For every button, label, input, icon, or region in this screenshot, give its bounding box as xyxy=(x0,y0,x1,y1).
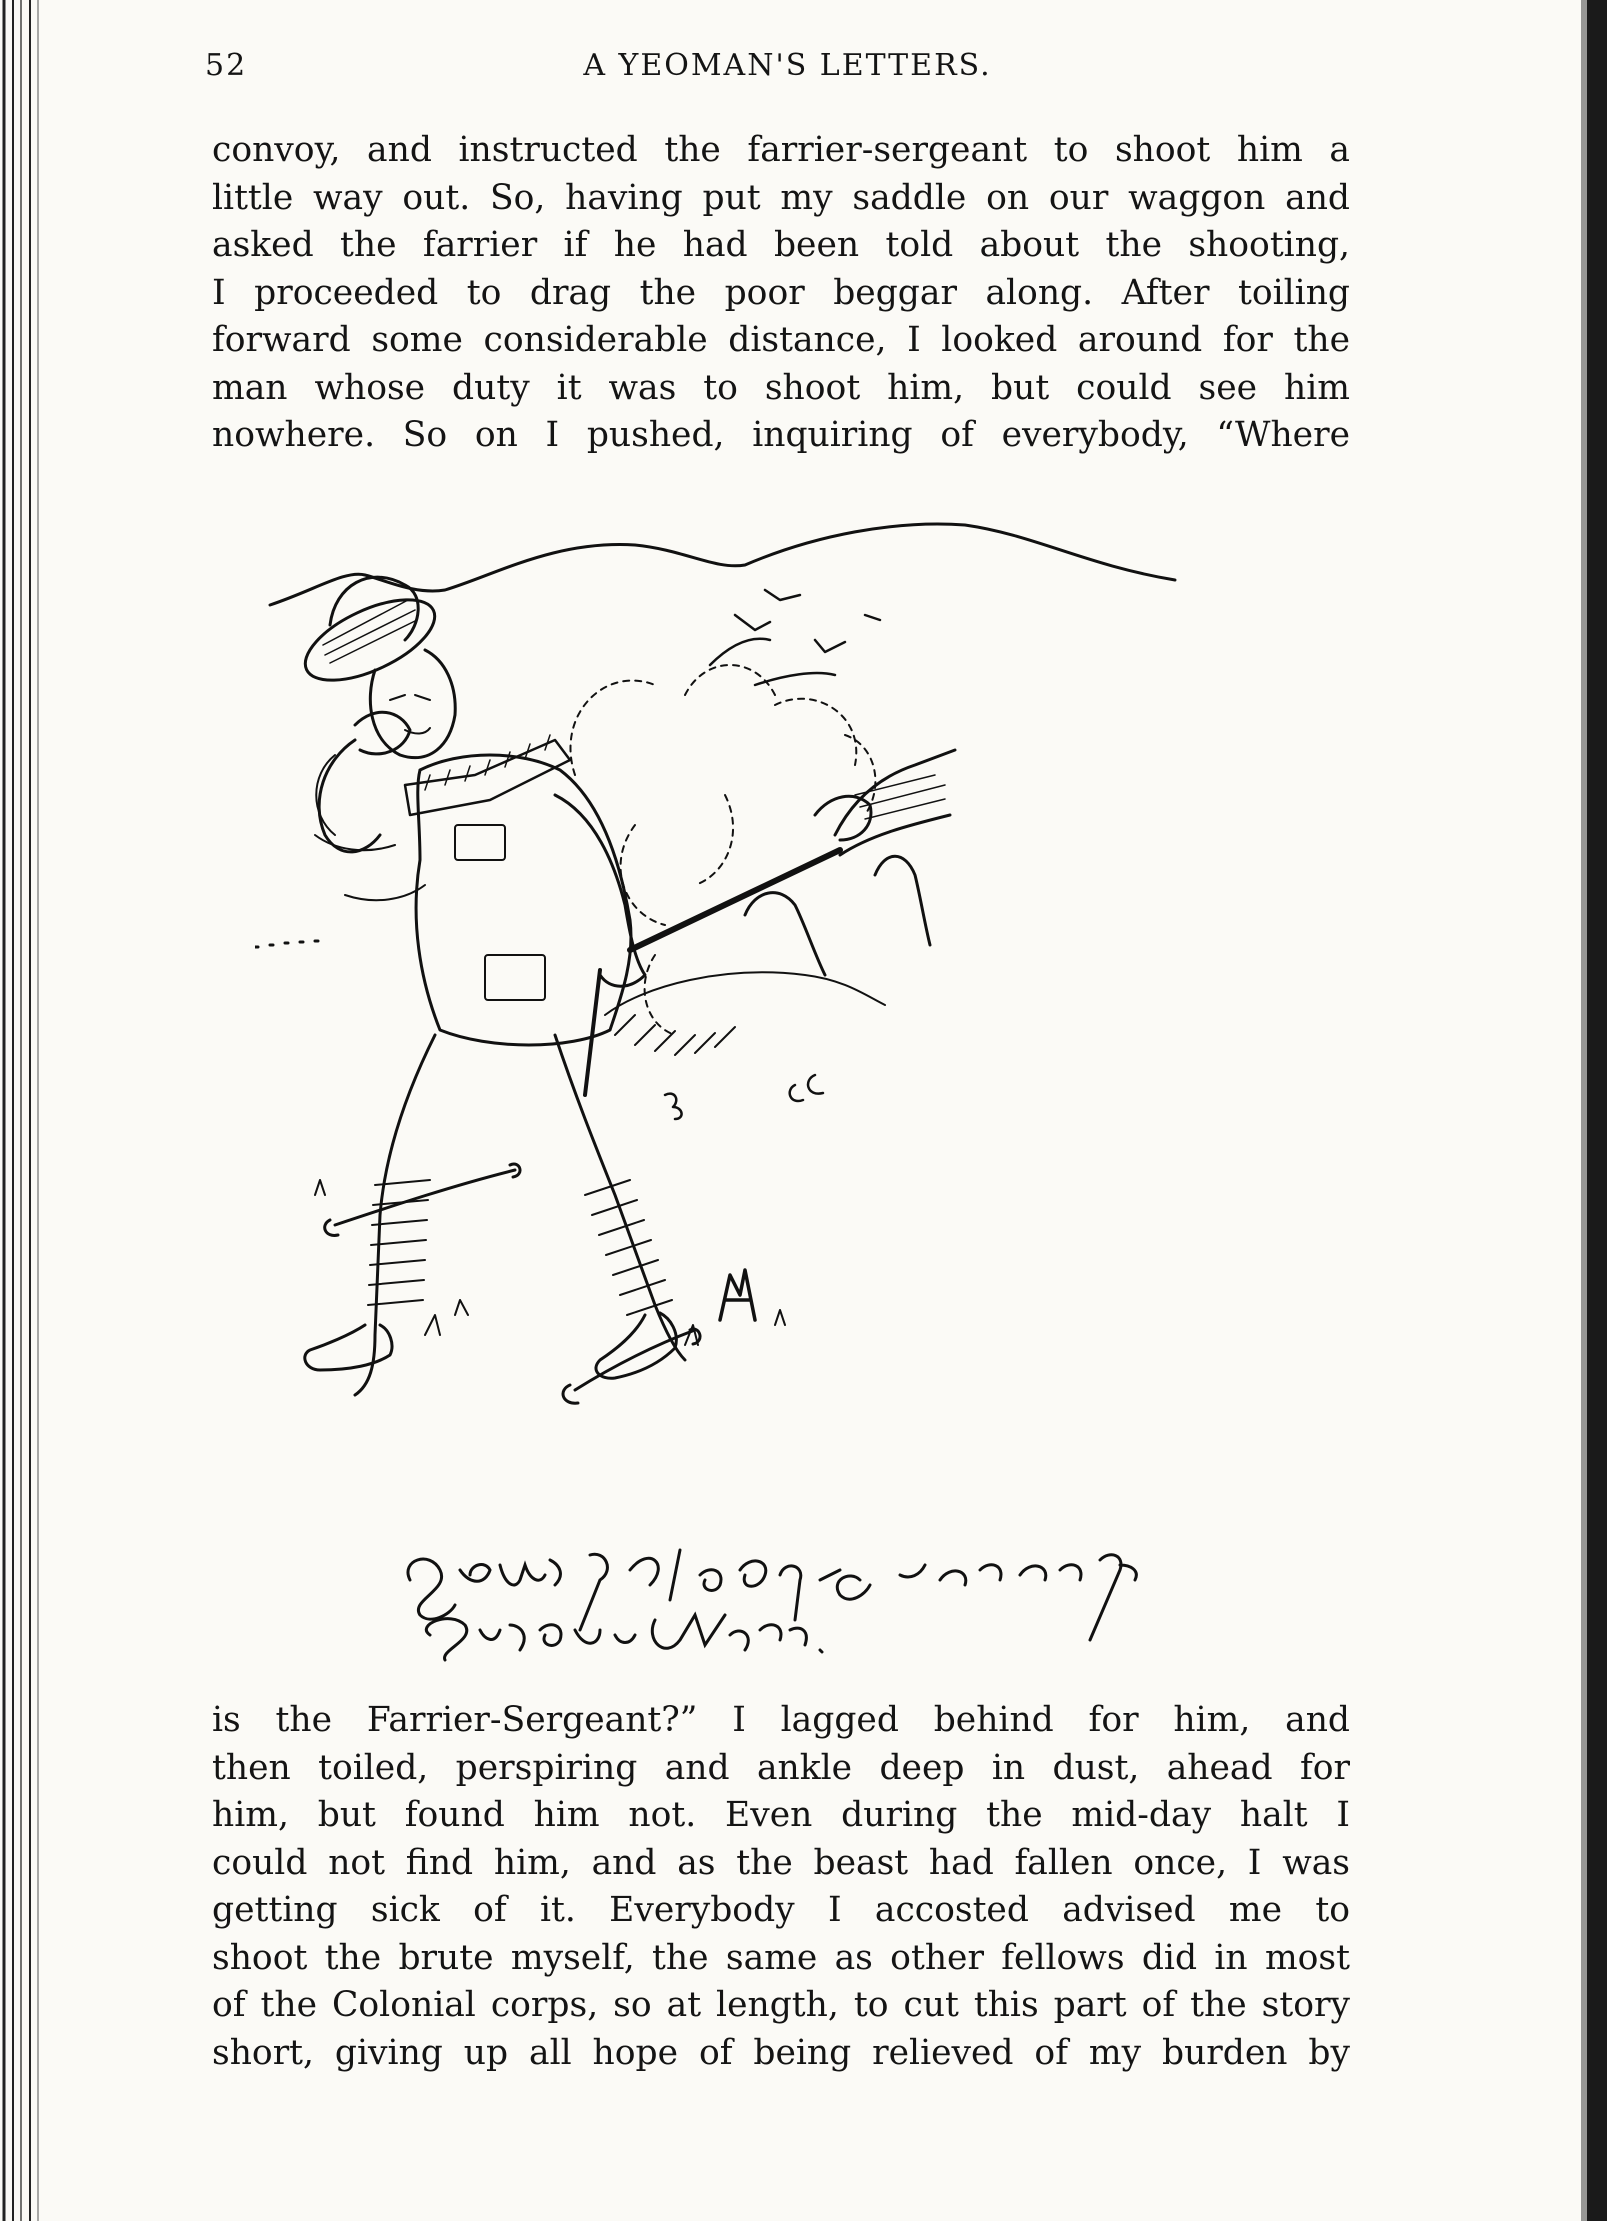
soldier-illustration xyxy=(255,495,1300,1675)
text-line: getting sick of it. Everybody I accosted advised me to xyxy=(212,1890,1350,1930)
text-line: short, giving up all hope of being relieved of my burden by xyxy=(212,2032,1350,2073)
text-line: nowhere. So on I pushed, inquiring of everybody, “Where xyxy=(212,415,1350,455)
soldier-tunic xyxy=(416,755,631,1045)
text-line: little way out. So, having put my saddle on our waggon and xyxy=(212,177,1350,218)
page-number: 52 xyxy=(205,48,248,83)
text-line: could not find him, and as the beast had fallen once, I was xyxy=(212,1842,1350,1883)
bone xyxy=(665,1075,823,1119)
running-title: A YEOMAN'S LETTERS. xyxy=(583,48,992,83)
soldier-boot-left xyxy=(305,1325,392,1370)
page-binding-edge xyxy=(0,0,60,2221)
body-text-bottom xyxy=(212,1697,1350,2077)
caption-text xyxy=(400,1540,1180,1680)
soldier-puttee-right xyxy=(585,1180,672,1315)
text-line: is the Farrier-Sergeant?” I lagged behind for him, and xyxy=(212,1700,1350,1740)
tunic-pocket xyxy=(455,825,505,860)
artist-monogram xyxy=(720,1270,755,1320)
text-line: convoy, and instructed the farrier-sergeant to shoot him a xyxy=(212,130,1350,170)
text-line: forward some considerable distance, I looked around for the xyxy=(212,320,1350,360)
bone-foreground xyxy=(563,1329,700,1403)
soldier-boot-right xyxy=(596,1313,676,1378)
text-line: man whose duty it was to shoot him, but could see him xyxy=(212,367,1350,408)
text-line: then toiled, perspiring and ankle deep in dust, ahead for xyxy=(212,1747,1350,1788)
soldier-arm-raised xyxy=(319,740,380,852)
vulture-perched xyxy=(745,856,930,975)
text-line: shoot the brute myself, the same as other fellows did in most xyxy=(212,1937,1350,1978)
text-line: asked the farrier if he had been told about the shooting, xyxy=(212,225,1350,265)
illustration-caption xyxy=(400,1540,1180,1680)
soldier-hat-brim xyxy=(294,583,446,697)
body-text-top xyxy=(212,127,1350,460)
text-line: I proceeded to drag the poor beggar along. After toiling xyxy=(212,272,1350,313)
text-line: of the Colonial corps, so at length, to cut this part of the story xyxy=(212,1985,1350,2025)
soldier-hand xyxy=(355,712,410,754)
carcass xyxy=(605,972,885,1055)
running-head xyxy=(205,48,1350,92)
soldier-leg-right xyxy=(555,1035,685,1360)
dust-cloud-left xyxy=(315,755,425,900)
vulture-sketch xyxy=(710,590,880,685)
tunic-pocket xyxy=(485,955,545,1000)
hills-outline xyxy=(270,524,1175,605)
page-edge-shadow xyxy=(1577,0,1607,2221)
dust-dots xyxy=(255,941,318,950)
text-line: him, but found him not. Even during the mid-day halt I xyxy=(212,1795,1350,1835)
soldier-arm-pulling xyxy=(555,795,645,986)
